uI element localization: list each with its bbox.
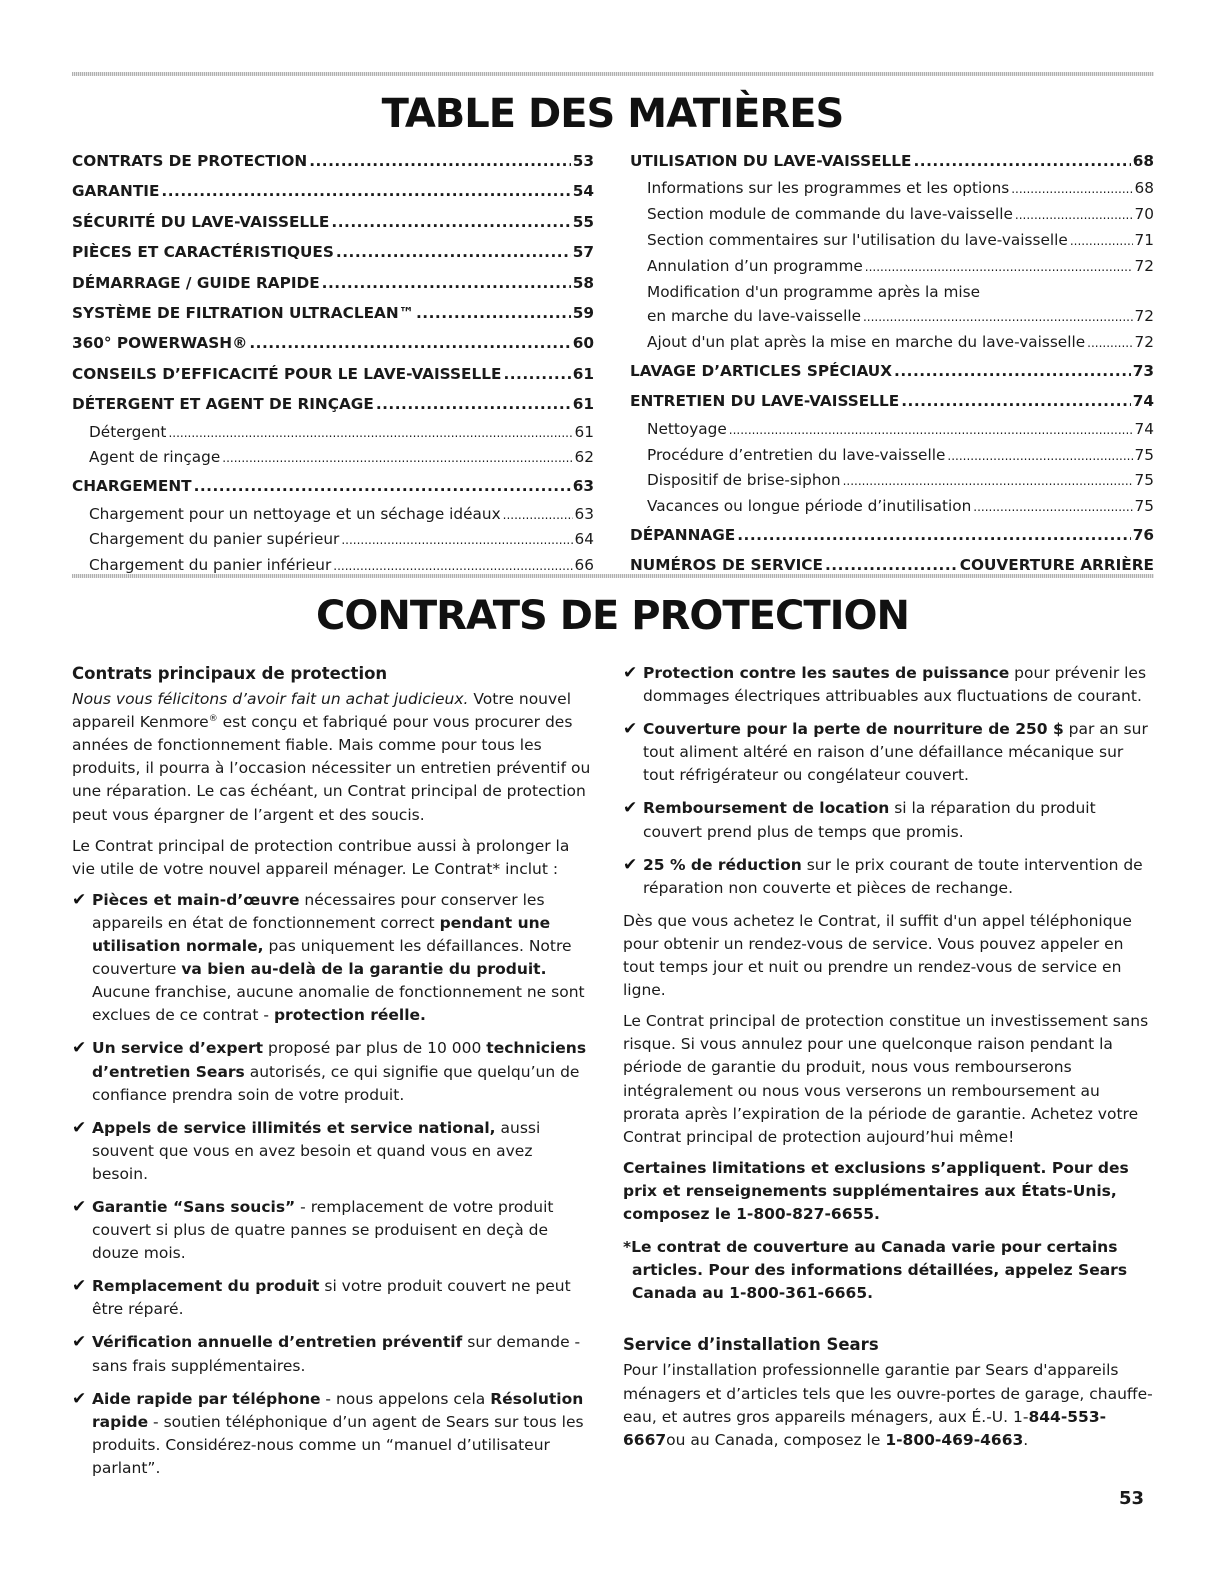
intro-paragraph — [72, 688, 592, 827]
toc-entry-title: Modification d'un programme après la mise — [647, 282, 981, 301]
benefit-bold: pendant une utilisation normale, — [92, 913, 551, 956]
toc-entry-page: 63 — [574, 504, 594, 523]
toc-entry — [630, 468, 1154, 494]
benefit-text: nécessaires pour conserver les appareils en état de fonctionnement correct — [92, 890, 545, 932]
installation-text: Pour l’installation professionnelle garantie par Sears d'appareils ménagers et d’articles tels que les ouvre-portes de garage, chauffe-eau, et autres gros appareils ménagers, aux É.-U. 1- — [623, 1361, 1153, 1426]
checkmark-icon: ✔ — [72, 1388, 87, 1409]
benefit-text: si votre produit couvert ne peut être réparé. — [92, 1277, 571, 1319]
toc-leader-dots — [843, 468, 1133, 494]
toc-entry — [72, 146, 594, 176]
toc-entry — [72, 268, 594, 298]
toc-entry-page: 61 — [572, 395, 594, 414]
benefit-bold: Remplacement du produit — [92, 1277, 320, 1296]
benefit-parts-labour — [72, 889, 592, 1028]
toc-entry — [630, 202, 1154, 228]
benefit-discount — [623, 854, 1153, 900]
toc-entry-page: 60 — [572, 334, 594, 353]
protection-left-column — [72, 662, 592, 1490]
toc-leader-dots — [336, 237, 571, 267]
toc-entry-page: 68 — [1132, 152, 1154, 170]
toc-entry-page: 71 — [1134, 230, 1154, 249]
benefit-rental-reimbursement — [623, 797, 1153, 843]
toc-entry-page: 62 — [574, 448, 594, 467]
toc-entry-title: DÉTERGENT ET AGENT DE RINÇAGE — [72, 395, 374, 414]
toc-entry-page: 55 — [572, 212, 594, 231]
benefit-annual-check — [72, 1331, 592, 1377]
checkmark-icon: ✔ — [623, 854, 638, 875]
protection-right-column — [623, 662, 1153, 1460]
benefit-text: pour prévenir les dommages électriques attribuables aux fluctuations de courant. — [643, 664, 1147, 706]
toc-leader-dots — [914, 146, 1131, 176]
checkmark-icon: ✔ — [72, 1276, 87, 1297]
toc-entry-page: 76 — [1132, 525, 1154, 544]
toc-entry-page: 75 — [1134, 445, 1154, 464]
appointment-paragraph: Dès que vous achetez le Contrat, il suffit d'un appel téléphonique pour obtenir un rendez-vous de service. Vous pouvez appeler en tout temps jour et nuit ou prendre un rendez-vous de service en ligne. — [623, 911, 1132, 1000]
top-rule — [72, 72, 1154, 76]
toc-entry-page: 72 — [1134, 256, 1154, 275]
toc-leader-dots — [1011, 176, 1132, 202]
toc-entry-title: Section commentaires sur l'utilisation du lave-vaisselle — [647, 230, 1068, 249]
toc-entry-title: PIÈCES ET CARACTÉRISTIQUES — [72, 243, 334, 262]
benefit-bold: Garantie “Sans soucis” — [92, 1197, 296, 1216]
toc-entry-title: Agent de rinçage — [89, 448, 221, 467]
toc-entry-page: 68 — [1134, 179, 1154, 198]
toc-leader-dots — [161, 176, 570, 206]
checkmark-icon: ✔ — [623, 719, 638, 740]
toc-entry-page: 58 — [572, 273, 594, 292]
toc-entry — [72, 176, 594, 206]
benefit-unlimited-calls — [72, 1117, 592, 1186]
benefit-expert-service — [72, 1037, 592, 1106]
toc-leader-dots — [1070, 228, 1133, 254]
toc-entry-title: Ajout d'un plat après la mise en marche du lave-vaisselle — [647, 333, 1086, 352]
toc-leader-dots — [416, 298, 571, 328]
installation-text: . — [1023, 1430, 1029, 1449]
toc-entry-title: Nettoyage — [647, 419, 727, 438]
toc-entry — [630, 417, 1154, 443]
toc-entry — [630, 494, 1154, 520]
toc-leader-dots — [503, 502, 573, 528]
toc-entry-title: SÉCURITÉ DU LAVE-VAISSELLE — [72, 212, 330, 231]
toc-entry — [72, 502, 594, 528]
toc-entry-title: Informations sur les programmes et les options — [647, 179, 1010, 198]
toc-entry — [72, 328, 594, 358]
checkmark-icon: ✔ — [623, 663, 638, 683]
benefit-text: sur le prix courant de toute intervention de réparation non couverte et pièces de rechange. — [643, 855, 1143, 897]
benefit-text: - soutien téléphonique d’un agent de Sears sur tous les produits. Considérez-nous comme un “manuel d’utilisateur parlant”. — [92, 1412, 584, 1477]
toc-entry — [72, 389, 594, 419]
toc-entry — [630, 228, 1154, 254]
limitations-notice: Certaines limitations et exclusions s’appliquent. Pour des prix et renseignements supplémentaires aux États-Unis, composez le 1-800-827-6655. — [623, 1158, 1129, 1223]
checkmark-icon: ✔ — [623, 798, 638, 819]
benefit-text: par an sur tout aliment altéré en raison d’une défaillance mécanique sur tout réfrigérateur ou congélateur couvert. — [643, 720, 1148, 785]
registered-mark: ® — [208, 714, 218, 725]
intro-text-b: est conçu et fabriqué pour vous procurer des années de fonctionnement fiable. Mais comme pour tous les produits, il pourra à l’occasion nécessiter un entretien préventif ou une réparation. Le cas échéant, un Contrat principal de protection peut vous épargner de l’argent et des soucis. — [72, 713, 591, 824]
benefit-bold: Résolution rapide — [92, 1389, 584, 1431]
toc-entry-title: UTILISATION DU LAVE-VAISSELLE — [630, 152, 912, 170]
benefit-bold: Couverture pour la perte de nourriture de 250 $ — [643, 720, 1064, 739]
toc-leader-dots — [947, 443, 1132, 469]
toc-entry-title: Vacances ou longue période d’inutilisation — [647, 497, 972, 516]
toc-leader-dots — [341, 527, 572, 553]
toc-entry-title: 360° POWERWASH® — [72, 334, 248, 353]
toc-entry-page: 72 — [1134, 307, 1154, 326]
toc-leader-dots — [322, 268, 571, 298]
toc-entry — [72, 527, 594, 553]
intro-italic: Nous vous félicitons d’avoir fait un achat judicieux. — [72, 690, 469, 709]
risk-free-paragraph: Le Contrat principal de protection constitue un investissement sans risque. Si vous annulez pour une quelconque raison pendant la période de garantie du produit, nous vous rembourserons intégralement ou nous vous verserons un remboursement au prorata après l’expiration de la période de garantie. Achetez votre Contrat principal de protection aujourd’hui même! — [623, 1012, 1149, 1146]
toc-entry-page: 53 — [572, 152, 594, 170]
toc-entry-title: CONTRATS DE PROTECTION — [72, 152, 308, 170]
checkmark-icon: ✔ — [72, 1196, 87, 1217]
benefit-bold: Aide rapide par téléphone — [92, 1389, 321, 1408]
checkmark-icon: ✔ — [72, 1038, 87, 1059]
benefit-bold: Appels de service illimités et service national, — [92, 1118, 496, 1137]
benefit-bold: Pièces et main-d’œuvre — [92, 890, 300, 909]
benefit-no-lemon — [72, 1196, 592, 1265]
installation-phone-us: 844-553-6667 — [623, 1407, 1107, 1449]
benefit-text: autorisés, ce qui signifie que quelqu’un de confiance prendra soin de votre produit. — [92, 1062, 580, 1104]
toc-right-column — [630, 146, 1154, 581]
toc-entry-title: Annulation d’un programme — [647, 256, 863, 275]
toc-entry-title: CONSEILS D’EFFICACITÉ POUR LE LAVE-VAISSELLE — [72, 364, 502, 383]
toc-entry — [630, 330, 1154, 356]
middle-rule — [72, 574, 1154, 578]
intro-text-a: Votre nouvel appareil Kenmore — [72, 690, 572, 732]
toc-entry-page: 72 — [1134, 333, 1154, 352]
toc-leader-dots — [865, 254, 1133, 280]
toc-entry-title: CHARGEMENT — [72, 477, 192, 496]
checkmark-icon: ✔ — [72, 889, 87, 910]
toc-entry-page: 57 — [572, 243, 594, 262]
toc-entry-title: LAVAGE D’ARTICLES SPÉCIAUX — [630, 361, 893, 380]
toc-entry-page: 73 — [1132, 361, 1154, 380]
toc-entry-title: GARANTIE — [72, 182, 160, 201]
benefit-text: aussi souvent que vous en avez besoin et quand vous en avez besoin. — [92, 1118, 541, 1183]
toc-entry-title: Chargement du panier inférieur — [89, 556, 332, 575]
benefit-text: proposé par plus de 10 000 — [263, 1039, 487, 1058]
benefit-power-surge — [623, 662, 1153, 708]
toc-entry — [630, 386, 1154, 416]
toc-entry-page: 75 — [1134, 497, 1154, 516]
benefit-text: - nous appelons cela — [320, 1389, 491, 1408]
checkmark-icon: ✔ — [72, 1332, 87, 1353]
benefit-bold: 25 % de réduction — [643, 855, 802, 874]
toc-entry — [630, 520, 1154, 550]
benefit-bold: Un service d’expert — [92, 1039, 264, 1058]
toc-entry-title: SYSTÈME DE FILTRATION ULTRACLEAN™ — [72, 303, 414, 322]
toc-leader-dots — [222, 445, 572, 471]
toc-leader-dots — [863, 304, 1133, 330]
benefit-replacement — [72, 1275, 592, 1321]
toc-leader-dots — [194, 471, 571, 501]
toc-entry-title: NUMÉROS DE SERVICE — [630, 556, 823, 575]
toc-leader-dots — [737, 520, 1130, 550]
toc-entry-title: Chargement pour un nettoyage et un séchage idéaux — [89, 504, 501, 523]
installation-heading: Service d’installation Sears — [623, 1335, 879, 1355]
toc-entry-page: 59 — [572, 303, 594, 322]
toc-entry-title: DÉPANNAGE — [630, 525, 736, 544]
toc-entry-page: 75 — [1134, 471, 1154, 490]
installation-phone-canada: 1-800-469-4663 — [885, 1430, 1024, 1449]
toc-leader-dots — [973, 494, 1132, 520]
toc-entry — [72, 359, 594, 389]
toc-entry-page: 61 — [572, 364, 594, 383]
checkmark-icon: ✔ — [72, 1117, 87, 1138]
benefit-bold: Protection contre les sautes de puissance — [643, 664, 1010, 682]
toc-entry-title: DÉMARRAGE / GUIDE RAPIDE — [72, 273, 320, 292]
benefit-food-loss — [623, 718, 1153, 787]
toc-left-column — [72, 146, 594, 579]
toc-entry — [72, 420, 594, 446]
toc-title: TABLE DES MATIÈRES — [381, 91, 844, 137]
toc-entry-page: 64 — [574, 530, 594, 549]
toc-entry-page: 74 — [1132, 392, 1154, 411]
toc-entry-page: COUVERTURE ARRIÈRE — [959, 556, 1154, 575]
toc-entry-page: 54 — [572, 182, 594, 201]
contracts-heading: Contrats principaux de protection — [72, 664, 388, 683]
benefit-bold: va bien au-delà de la garantie du produit. — [181, 960, 547, 979]
contract-includes-paragraph: Le Contrat principal de protection contribue aussi à prolonger la vie utile de votre nouvel appareil ménager. Le Contrat* inclut : — [72, 836, 570, 878]
toc-entry — [630, 176, 1154, 202]
toc-leader-dots — [901, 386, 1130, 416]
toc-entry-title: Section module de commande du lave-vaisselle — [647, 205, 1013, 224]
toc-entry — [72, 471, 594, 501]
toc-leader-dots — [309, 146, 571, 176]
page-number: 53 — [1118, 1488, 1144, 1509]
toc-entry-title: Chargement du panier supérieur — [89, 530, 340, 549]
toc-entry-title: en marche du lave-vaisselle — [647, 307, 861, 326]
toc-entry-page: 61 — [574, 422, 594, 441]
section-title: CONTRATS DE PROTECTION — [316, 593, 909, 639]
benefit-bold: Vérification annuelle d’entretien préventif — [92, 1333, 463, 1352]
toc-leader-dots — [503, 359, 570, 389]
toc-leader-dots — [376, 389, 571, 419]
toc-leader-dots — [168, 420, 572, 446]
toc-leader-dots — [729, 417, 1133, 443]
installation-paragraph — [623, 1359, 1153, 1451]
toc-entry — [72, 237, 594, 267]
toc-entry-title: Détergent — [89, 422, 167, 441]
toc-leader-dots — [1015, 202, 1133, 228]
benefit-text: si la réparation du produit couvert prend plus de temps que promis. — [643, 799, 1096, 841]
toc-entry — [72, 298, 594, 328]
toc-entry — [630, 254, 1154, 280]
benefit-text: sur demande - sans frais supplémentaires. — [92, 1333, 581, 1375]
toc-entry-title: ENTRETIEN DU LAVE-VAISSELLE — [630, 392, 900, 411]
toc-entry — [630, 280, 1154, 305]
benefit-text: Aucune franchise, aucune anomalie de fonctionnement ne sont exclues de ce contrat - — [92, 983, 585, 1025]
toc-entry — [630, 443, 1154, 469]
toc-entry — [630, 356, 1154, 386]
benefit-bold: techniciens d’entretien Sears — [92, 1039, 587, 1081]
benefit-text: pas uniquement les défaillances. Notre couverture — [92, 937, 572, 979]
benefit-bold: protection réelle. — [273, 1006, 426, 1025]
installation-text: ou au Canada, composez le — [666, 1430, 886, 1449]
toc-entry — [630, 304, 1154, 330]
toc-entry-title: Dispositif de brise-siphon — [647, 471, 841, 490]
benefit-phone-help — [72, 1388, 592, 1480]
toc-entry-title: Procédure d’entretien du lave-vaisselle — [647, 445, 946, 464]
toc-leader-dots — [249, 328, 570, 358]
toc-entry-page: 63 — [572, 477, 594, 496]
toc-leader-dots — [331, 207, 570, 237]
benefit-text: - remplacement de votre produit couvert si plus de quatre pannes se produisent en deçà de douze mois. — [92, 1197, 554, 1263]
toc-leader-dots — [1087, 330, 1132, 356]
toc-entry-page: 74 — [1134, 419, 1154, 438]
toc-leader-dots — [894, 356, 1131, 386]
toc-entry-page: 66 — [574, 556, 594, 575]
toc-entry — [72, 207, 594, 237]
toc-entry — [72, 445, 594, 471]
benefit-bold: Remboursement de location — [643, 799, 890, 818]
canada-notice: *Le contrat de couverture au Canada varie pour certains articles. Pour des informations détaillées, appelez Sears Canada au 1-800-361-6665. — [623, 1238, 1128, 1303]
toc-entry — [630, 146, 1154, 176]
toc-entry-page: 70 — [1134, 205, 1154, 224]
